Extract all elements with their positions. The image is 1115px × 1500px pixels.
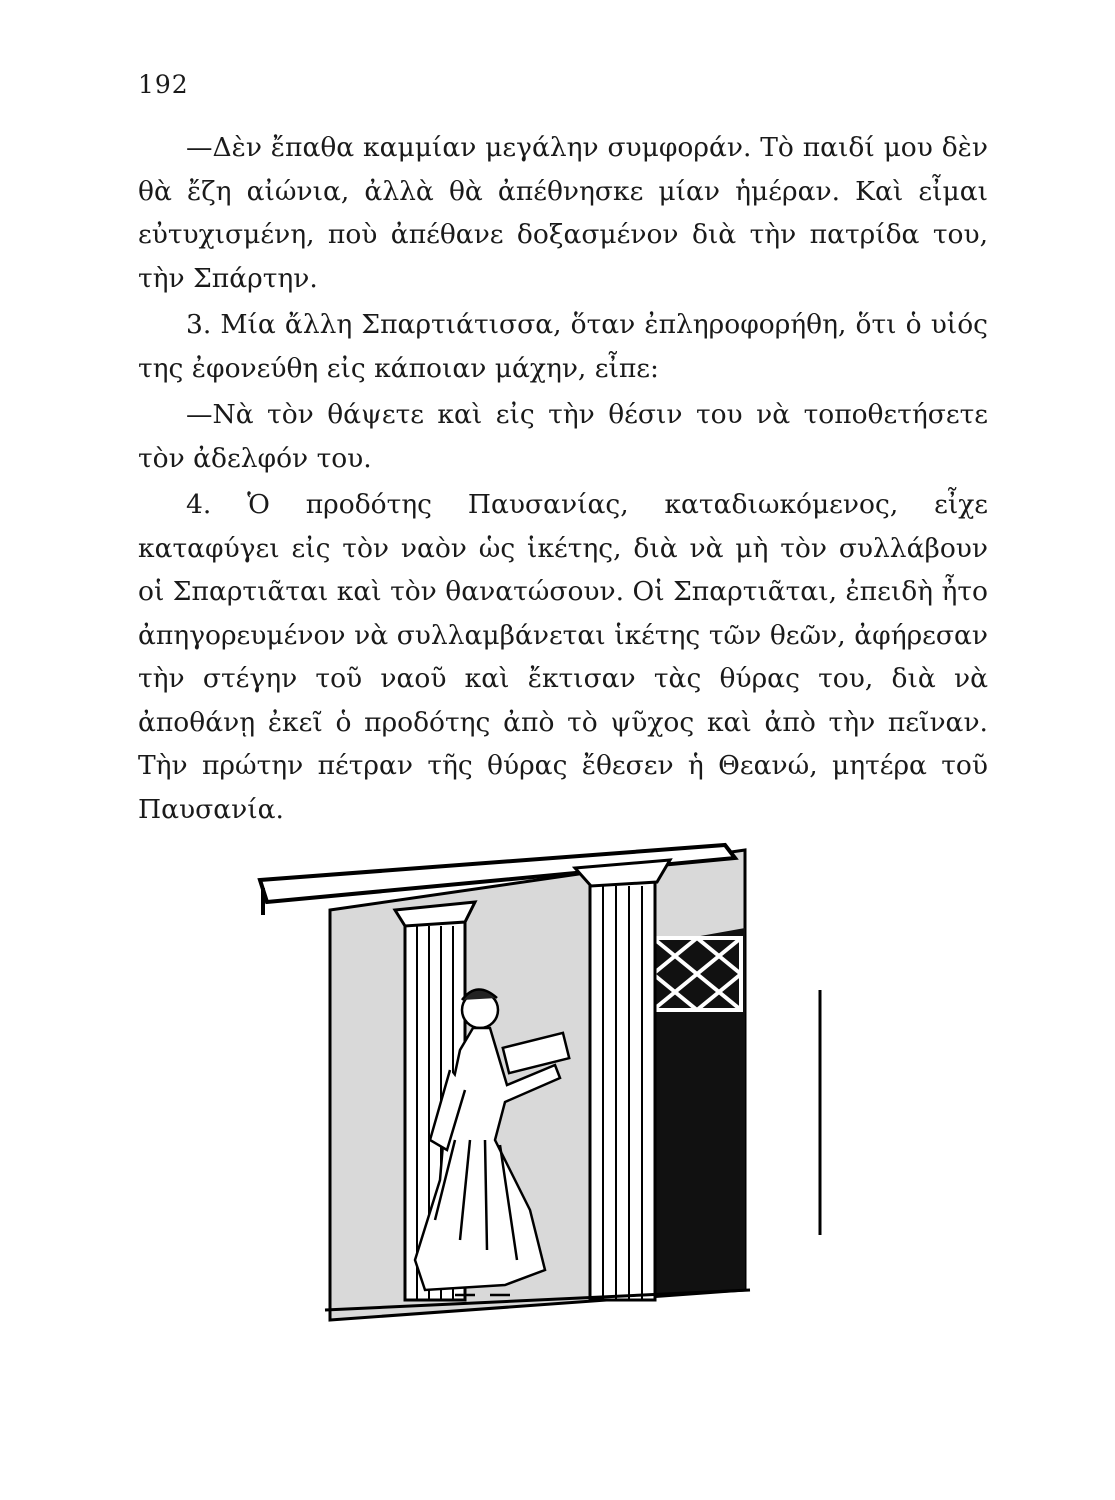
body-text [138,126,988,831]
illustration-theano-temple [255,840,835,1340]
page-number: 192 [138,70,189,99]
column-right [575,860,670,1300]
paragraph-dialogue-2: —Νὰ τὸν θάψετε καὶ εἰς τὴν θέσιν του νὰ τοποθετήσετε τὸν ἀδελφόν του. [138,399,988,474]
paragraph-dialogue-1: —Δὲν ἔπαθα καμμίαν μεγάλην συμφοράν. Τὸ παιδί μου δὲν θὰ ἔζη αἰώνια, ἀλλὰ θὰ ἀπέθνησκε μίαν ἡμέραν. Καὶ εἶμαι εὐτυχισμένη, ποὺ ἀπέθανε δοξασμένον διὰ τὴν πατρίδα του, τὴν Σπάρτην. [138,132,988,294]
door-lattice [653,938,741,1010]
paragraph-3: 3. Μία ἄλλη Σπαρτιάτισσα, ὅταν ἐπληροφορήθη, ὅτι ὁ υἱός της ἐφονεύθη εἰς κάποιαν μάχην, εἶπε: [138,309,988,384]
paragraph-4: 4. Ὁ προδότης Παυσανίας, καταδιωκόμενος, εἶχε καταφύγει εἰς τὸν ναὸν ὡς ἱκέτης, διὰ νὰ μὴ τὸν συλλάβουν οἱ Σπαρτιᾶται καὶ τὸν θανατώσουν. Οἱ Σπαρτιᾶται, ἐπειδὴ ἦτο ἀπηγορευμένον νὰ συλλαμβάνεται ἱκέτης τῶν θεῶν, ἀφήρεσαν τὴν στέγην τοῦ ναοῦ καὶ ἔκτισαν τὰς θύρας του, διὰ νὰ ἀποθάνῃ ἐκεῖ ὁ προδότης ἀπὸ τὸ ψῦχος καὶ ἀπὸ τὴν πεῖναν. Τὴν πρώτην πέτραν τῆς θύρας ἔθεσεν ἡ Θεανώ, μητέρα τοῦ Παυσανία. [138,489,988,825]
